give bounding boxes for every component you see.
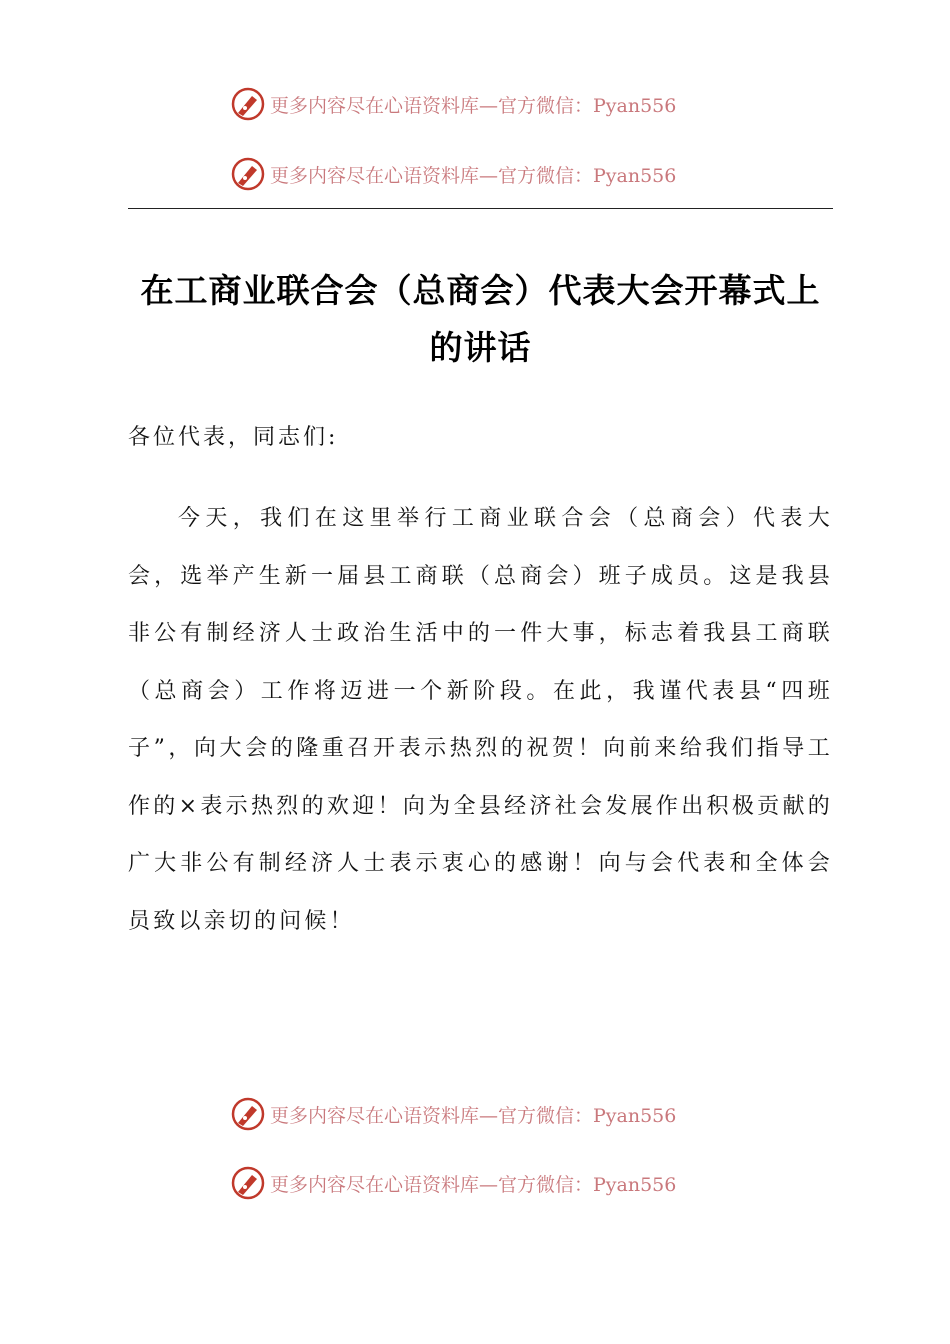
watermark-text: 更多内容尽在心语资料库—官方微信：Pyan556: [270, 94, 677, 117]
watermark-bottom-1: [230, 1096, 676, 1132]
watermark-text: 更多内容尽在心语资料库—官方微信：Pyan556: [270, 164, 677, 187]
watermark-text: 更多内容尽在心语资料库—官方微信：Pyan556: [270, 1173, 677, 1196]
body-paragraph: 今天，我们在这里举行工商业联合会（总商会）代表大会，选举产生新一届县工商联（总商会）班子成员。这是我县非公有制经济人士政治生活中的一件大事，标志着我县工商联（总商会）工作将迈进一个新阶段。在此，我谨代表县“四班子”，向大会的隆重召开表示热烈的祝贺！向前来给我们指导工作的×表示热烈的欢迎！向为全县经济社会发展作出积极贡献的广大非公有制经济人士表示衷心的感谢！向与会代表和全体会员致以亲切的问候！: [128, 506, 833, 934]
watermark-text: 更多内容尽在心语资料库—官方微信：Pyan556: [270, 1104, 677, 1127]
pen-nib-logo-icon: [230, 1165, 266, 1201]
watermark-top-1: [230, 86, 676, 122]
watermark-bottom-2: [230, 1165, 676, 1201]
pen-nib-logo-icon: [230, 156, 266, 192]
pen-nib-logo-icon: [230, 1096, 266, 1132]
document-title: 在工商业联合会（总商会）代表大会开幕式上的讲话: [140, 271, 821, 367]
pen-nib-logo-icon: [230, 86, 266, 122]
salutation: 各位代表，同志们:: [128, 425, 339, 450]
header-divider: [128, 208, 833, 209]
watermark-top-2: [230, 156, 676, 192]
